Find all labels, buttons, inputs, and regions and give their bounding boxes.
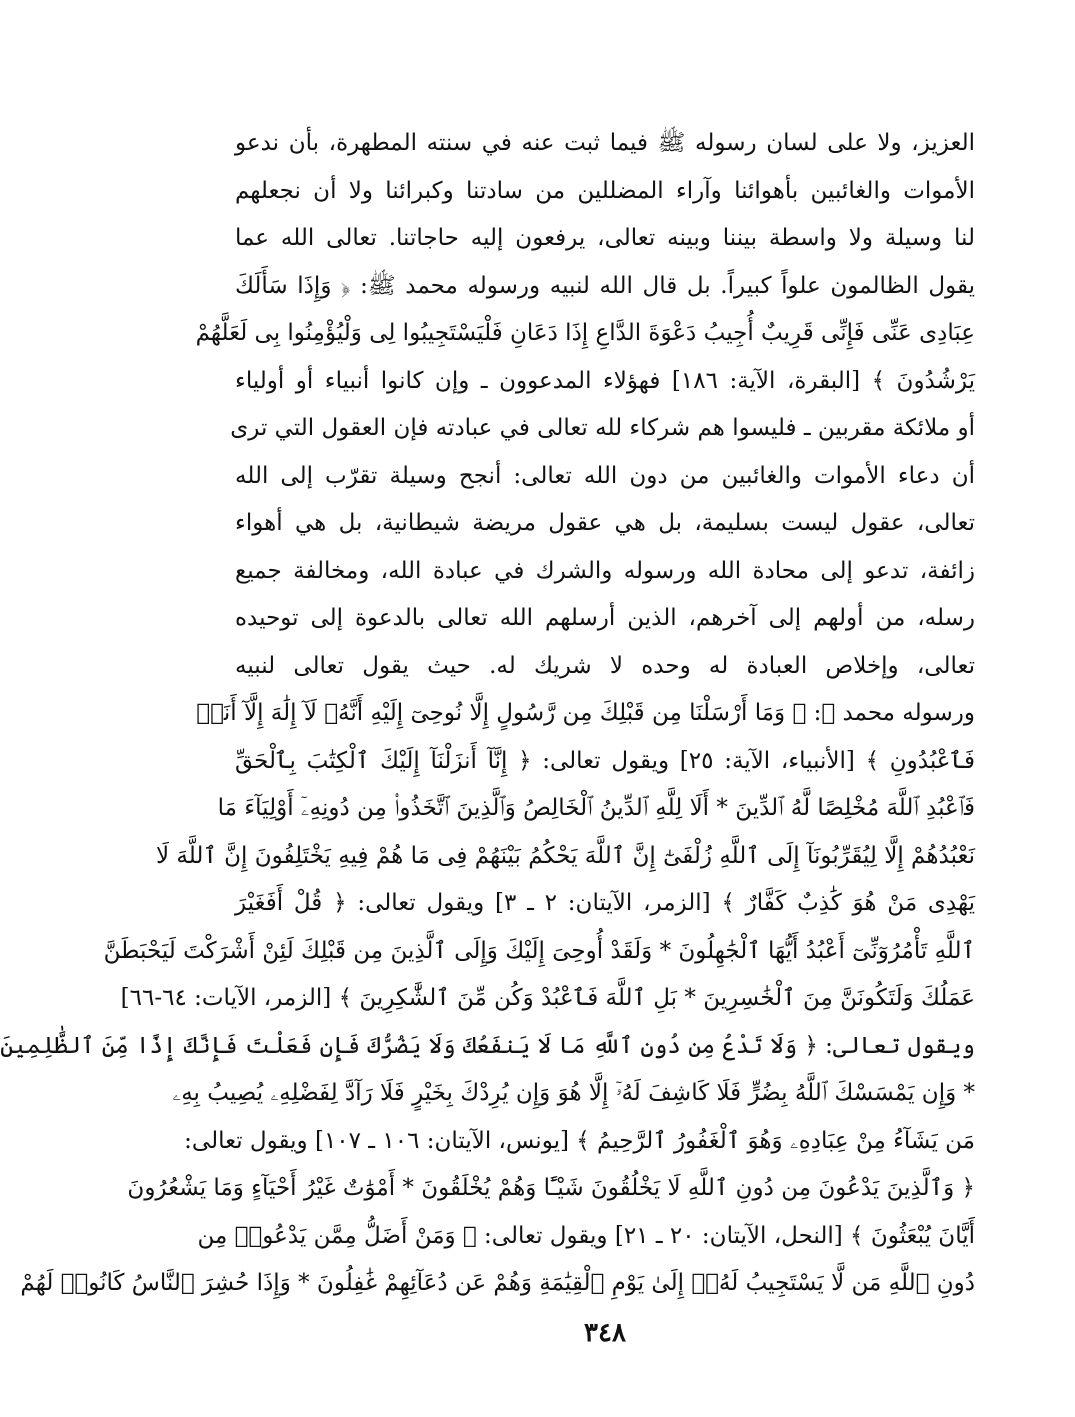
text-line: أو ملائكة مقربين ـ فليسوا هم شركاء لله تعالى في عبادته فإن العقول التي ترى bbox=[230, 415, 975, 441]
text-line: ﴿ وَٱلَّذِينَ يَدْعُونَ مِن دُونِ ٱللَّهِ لَا يَخْلُقُونَ شَيْـًٔا وَهُمْ يُخْلَقُونَ * أَمْوَٰتٌ غَيْرُ أَحْيَآءٍ وَمَا يَشْعُرُونَ bbox=[127, 1175, 975, 1201]
text-line: فَٱعْبُدُونِ ﴾ [الأنبياء، الآية: ٢٥] ويقول تعالى: ﴿ إِنَّآ أَنزَلْنَآ إِلَيْكَ ٱلْكِتَٰبَ بِٱلْحَقِّ bbox=[235, 747, 975, 774]
text-line: زائفة، تدعو إلى محادة الله ورسوله والشرك في عبادة الله، ومخالفة جميع bbox=[235, 557, 976, 584]
text-line: عِبَادِى عَنِّى فَإِنِّى قَرِيبٌ أُجِيبُ دَعْوَةَ الدَّاعِ إِذَا دَعَانِ فَلْيَسْتَجِيبُوا لِى وَلْيُؤْمِنُوا بِى لَعَلَّهُمْ bbox=[195, 320, 975, 346]
text-line: العزيز، ولا على لسان رسوله ﷺ فيما ثبت عنه في سنته المطهرة، بأن ندعو bbox=[235, 130, 975, 156]
text-line: يَرْشُدُونَ ﴾ [البقرة، الآية: ١٨٦] فهؤلاء المدعوون ـ وإن كانوا أنبياء أو أولياء bbox=[235, 367, 975, 394]
text-line: نَعْبُدُهُمْ إِلَّا لِيُقَرِّبُونَآ إِلَى ٱللَّهِ زُلْفَىٰٓ إِنَّ ٱللَّهَ يَحْكُمُ بَيْنَهُمْ فِى مَا هُمْ فِيهِ يَخْتَلِفُونَ إِنَّ ٱللَّهَ لَا bbox=[155, 842, 975, 869]
text-line: دُونِ ٱللَّهِ مَن لَّا يَسْتَجِيبُ لَهُۥٓ إِلَىٰ يَوْمِ ٱلْقِيَٰمَةِ وَهُمْ عَن دُعَآئِهِمْ غَٰفِلُونَ * وَإِذَا حُشِرَ ٱلنَّاسُ كَانُوا۟ لَهُمْ bbox=[20, 1270, 975, 1296]
text-line: تعالى، وإخلاص العبادة له وحده لا شريك له. حيث يقول تعالى لنبيه bbox=[235, 652, 975, 679]
text-line: فَٱعْبُدِ ٱللَّهَ مُخْلِصًا لَّهُ ٱلدِّينَ * أَلَا لِلَّهِ ٱلدِّينُ ٱلْخَالِصُ وَٱلَّذِينَ ٱتَّخَذُوا۟ مِن دُونِهِۦٓ أَوْلِيَآءَ مَا bbox=[217, 795, 975, 821]
text-line: ٱللَّهِ تَأْمُرُوٓنِّىٓ أَعْبُدُ أَيُّهَا ٱلْجَٰهِلُونَ * وَلَقَدْ أُوحِىَ إِلَيْكَ وَإِلَى ٱلَّذِينَ مِن قَبْلِكَ لَئِنْ أَشْرَكْتَ لَيَحْبَطَنَّ bbox=[103, 937, 975, 964]
text-line: يقول الظالمون علواً كبيراً. بل قال الله لنبيه ورسوله محمد ﷺ: ﴿ وَإِذَا سَأَلَكَ bbox=[235, 272, 975, 299]
text-line: أَيَّانَ يُبْعَثُونَ ﴾ [النحل، الآيتان: ٢٠ ـ ٢١] ويقول تعالى: ﴿ وَمَنْ أَضَلُّ مِمَّن يَدْعُوا۟ مِن bbox=[197, 1222, 975, 1249]
text-line: تعالى، عقول ليست بسليمة، بل هي عقول مريضة شيطانية، بل هي أهواء bbox=[235, 510, 975, 536]
text-line: لنا وسيلة ولا واسطة بيننا وبينه تعالى، يرفعون إليه حاجاتنا. تعالى الله عما bbox=[235, 225, 975, 251]
text-line: الأموات والغائبين بأهوائنا وآراء المضللين من سادتنا وكبرائنا ولا أن نجعلهم bbox=[235, 177, 975, 204]
text-line: عَمَلُكَ وَلَتَكُونَنَّ مِنَ ٱلْخَٰسِرِينَ * بَلِ ٱللَّهَ فَٱعْبُدْ وَكُن مِّنَ ٱلشَّٰكِرِينَ ﴾ [الزمر، الآيات: ٦٤-٦٦] bbox=[120, 985, 975, 1011]
text-line: ويقول تعالى: ﴿ وَلَا تَدْعُ مِن دُونِ ٱللَّهِ مَا لَا يَنفَعُكَ وَلَا يَضُرُّكَ فَإِن فَعَلْتَ فَإِنَّكَ إِذًا مِّنَ ٱلظَّٰلِمِينَ bbox=[0, 1032, 975, 1059]
text-line: أن دعاء الأموات والغائبين من دون الله تعالى: أنجح وسيلة تقرّب إلى الله bbox=[235, 462, 975, 489]
text-line: رسله، من أولهم إلى آخرهم، الذين أرسلهم الله تعالى بالدعوة إلى توحيده bbox=[235, 605, 975, 631]
text-line: مَن يَشَآءُ مِنْ عِبَادِهِۦ وَهُوَ ٱلْغَفُورُ ٱلرَّحِيمُ ﴾ [يونس، الآيتان: ١٠٦ ـ ١٠٧] ويقول تعالى: bbox=[184, 1127, 975, 1154]
page-number: ٣٤٨ bbox=[584, 1318, 626, 1348]
page-body-text bbox=[0, 120, 976, 1308]
text-line: ورسوله محمد ﷺ: ﴿ وَمَا أَرْسَلْنَا مِن قَبْلِكَ مِن رَّسُولٍ إِلَّا نُوحِىٓ إِلَيْهِ أَنَّهُۥ لَآ إِلَٰهَ إِلَّآ أَنَا۠ bbox=[196, 700, 975, 726]
text-line: يَهْدِى مَنْ هُوَ كَٰذِبٌ كَفَّارٌ ﴾ [الزمر، الآيتان: ٢ ـ ٣] ويقول تعالى: ﴿ قُلْ أَفَغَيْرَ bbox=[235, 890, 975, 916]
text-line: * وَإِن يَمْسَسْكَ ٱللَّهُ بِضُرٍّ فَلَا كَاشِفَ لَهُۥٓ إِلَّا هُوَ وَإِن يُرِدْكَ بِخَيْرٍ فَلَا رَآدَّ لِفَضْلِهِۦ يُصِيبُ بِهِۦ bbox=[172, 1080, 975, 1106]
